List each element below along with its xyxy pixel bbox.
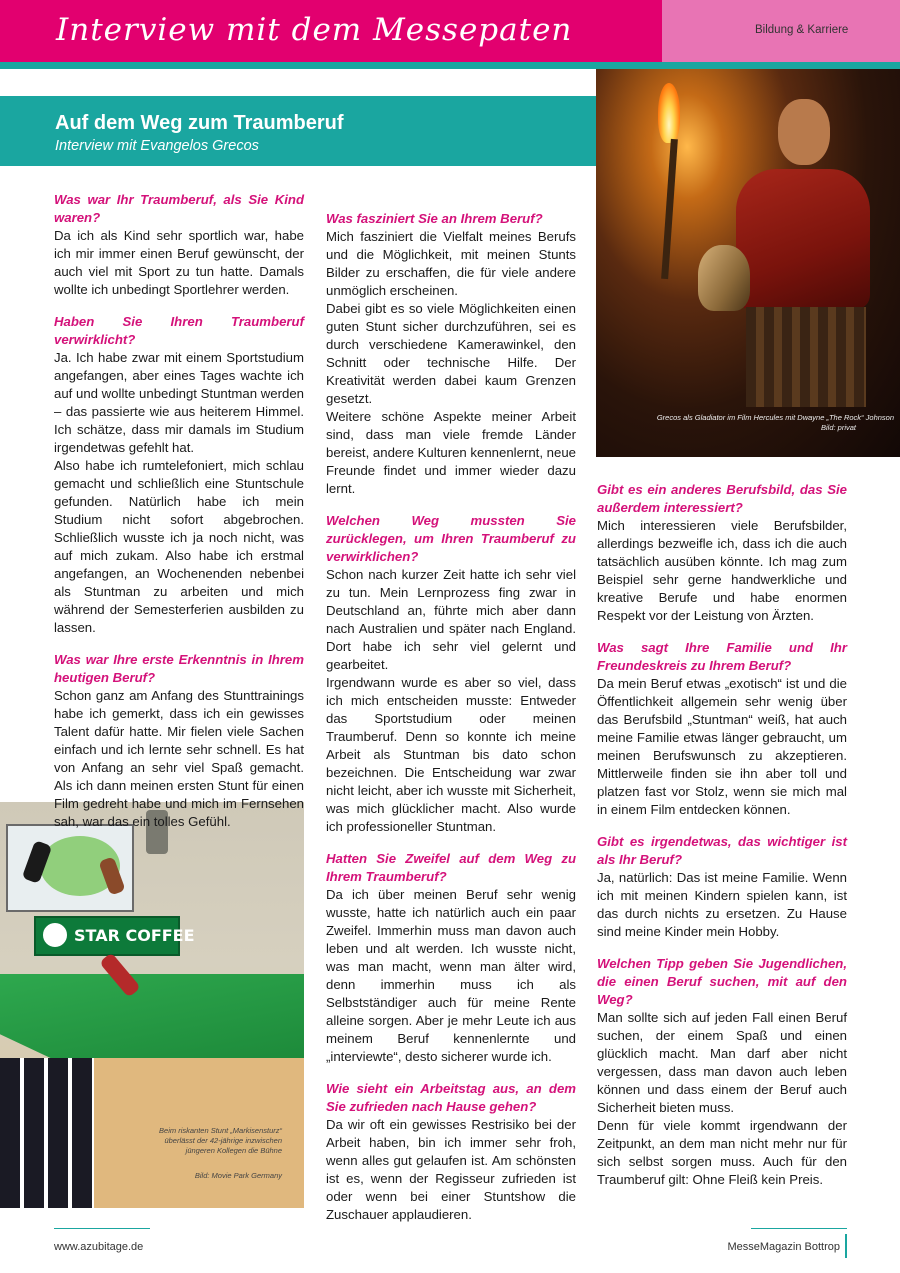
gladiator-head bbox=[778, 99, 830, 165]
answer: Da ich als Kind sehr sportlich war, habe ich mir immer einen Beruf gewünscht, der auch viel mit Sport zu tun hatte. Damals wollte ich unbedingt Sportlehrer werden. bbox=[54, 228, 304, 297]
stunt-caption-line-3: jüngeren Kollegen die Bühne bbox=[185, 1146, 282, 1155]
coffee-logo-icon bbox=[40, 920, 70, 950]
torch-stick bbox=[661, 139, 678, 279]
answer: Da ich über meinen Beruf sehr wenig wusste, hatte ich natürlich auch ein paar Zweifel. Immerhin muss man davon auch leben und alt werden. Ich wusste nicht, was man macht, wenn man älter wird, denn immerhin muss ich als Selbstständiger auch für meine Rente alleine sorgen. Aber je mehr Leute ich aus meinem Beruf kennenlernte und „interviewte“, desto sicherer wurde ich. bbox=[326, 887, 576, 1064]
stunt-credit: Bild: Movie Park Germany bbox=[194, 1171, 282, 1180]
footer-publication: MesseMagazin Bottrop bbox=[727, 1241, 840, 1253]
question: Wie sieht ein Arbeitstag aus, an dem Sie zufrieden nach Hause gehen? bbox=[326, 1081, 576, 1114]
answer: Mich fasziniert die Vielfalt meines Berufs und die Möglichkeit, mit meinen Stunts Bilder zu erschaffen, die für viele andere unmöglich erscheinen. bbox=[326, 229, 576, 298]
question: Gibt es irgendetwas, das wichtiger ist als Ihr Beruf? bbox=[597, 834, 847, 867]
answer: Man sollte sich auf jeden Fall einen Beruf suchen, der einem Spaß und einen glücklich macht. Man darf aber nicht vergessen, dass man davon auch leben können und dass einem der Beruf auch Sicherheit bieten muss. bbox=[597, 1010, 847, 1115]
answer: Denn für viele kommt irgendwann der Zeitpunkt, an dem man nicht mehr nur für sich selbst sorgen muss. Auch für den Traumberuf gilt: Ohne Fleiß kein Preis. bbox=[597, 1118, 847, 1187]
question: Gibt es ein anderes Berufsbild, das Sie außerdem interessiert? bbox=[597, 482, 847, 515]
answer: Weitere schöne Aspekte meiner Arbeit sind, dass man viele fremde Länder bereist, andere Kulturen kennenlernt, neue Freunde findet und immer wieder dazu lernt. bbox=[326, 409, 577, 496]
answer: Ja. Ich habe zwar mit einem Sportstudium angefangen, aber eines Tages wachte ich auf und wollte unbedingt Stuntman werden – das passierte wie aus heiterem Himmel. Ich schätze, dass mir damals im Studium irgendetwas gefehlt hat. bbox=[54, 350, 305, 455]
column-1 bbox=[54, 191, 304, 831]
gladiator-credit: Bild: privat bbox=[820, 423, 856, 432]
armor bbox=[736, 169, 870, 309]
question: Was war Ihr Traumberuf, als Sie Kind waren? bbox=[54, 192, 304, 225]
green-awning bbox=[0, 974, 304, 1060]
section-category: Bildung & Karriere bbox=[755, 24, 849, 36]
question: Welchen Tipp geben Sie Jugendlichen, die einen Beruf suchen, mit auf den Weg? bbox=[597, 956, 847, 1007]
gladiator-photo bbox=[596, 69, 900, 457]
article-title: Auf dem Weg zum Traumberuf bbox=[55, 112, 344, 134]
column-2 bbox=[326, 210, 576, 1224]
shop-windows bbox=[0, 1058, 94, 1208]
answer: Da mein Beruf etwas „exotisch“ ist und die Öffentlichkeit allgemein sehr wenig über das Berufsbild „Stuntman“ weiß, hat auch meine Familie etwas länger gebraucht, um meinen Berufswunsch zu akzeptieren. Mittlerweile finden sie ihn aber toll und platzen fast vor Stolz, wenn sie mich mal in einem Film entdecken können. bbox=[597, 676, 847, 817]
stunt-caption-line-2: überlässt der 42-jährige inzwischen bbox=[164, 1136, 282, 1145]
answer: Schon ganz am Anfang des Stunttrainings habe ich gemerkt, dass ich ein gewisses Talent dafür hatte. Mir fielen viele Sachen einfach und ich lernte sehr schnell. Es hat von Anfang an sehr viel Spaß gemacht. Als ich dann meinen ersten Stunt für einen Film gedreht habe und mich im Fernsehen sah, war das ein tolles Gefühl. bbox=[54, 688, 304, 829]
answer: Da wir oft ein gewisses Restrisiko bei der Arbeit haben, bin ich immer sehr froh, wenn alles gut gelaufen ist. Am schönsten ist es, wenn der Regisseur zufrieden ist oder wenn bei einer Stuntshow die Zuschauer applaudieren. bbox=[326, 1117, 576, 1222]
question: Was war Ihre erste Erkenntnis in Ihrem heutigen Beruf? bbox=[54, 652, 304, 685]
page-header-title: Interview mit dem Messepaten bbox=[56, 12, 573, 48]
footer-bar bbox=[845, 1234, 847, 1258]
question: Welchen Weg mussten Sie zurücklegen, um Ihren Traumberuf zu verwirklichen? bbox=[326, 513, 576, 564]
stunt-caption-line-1: Beim riskanten Stunt „Markisensturz“ bbox=[159, 1126, 282, 1135]
header-divider bbox=[0, 62, 900, 69]
footer-rule-right bbox=[751, 1228, 847, 1229]
coffee-sign-text: STAR COFFEE bbox=[74, 926, 195, 945]
answer: Schon nach kurzer Zeit hatte ich sehr viel zu tun. Mein Lernprozess fing zwar in Deutschland an, führte mich aber dann nach Australien und später nach England. Dort habe ich sehr viel gelernt und gearbeitet. bbox=[326, 567, 576, 672]
leather-skirt bbox=[746, 307, 866, 407]
answer: Dabei gibt es so viele Möglichkeiten einen guten Stunt sicher durchzuführen, sei es durch verschiedene Kamerawinkel, den Schnitt oder technische Hilfe. Der Kreativität werden dabei kaum Grenzen gesetzt. bbox=[326, 301, 576, 406]
article-subtitle: Interview mit Evangelos Grecos bbox=[55, 138, 259, 154]
question: Hatten Sie Zweifel auf dem Weg zu Ihrem Traumberuf? bbox=[326, 851, 576, 884]
question: Was sagt Ihre Familie und Ihr Freundeskreis zu Ihrem Beruf? bbox=[597, 640, 847, 673]
gladiator-caption: Grecos als Gladiator im Film Hercules mit Dwayne „The Rock“ Johnson bbox=[656, 413, 894, 422]
helmet bbox=[698, 245, 750, 311]
question: Was fasziniert Sie an Ihrem Beruf? bbox=[326, 211, 543, 226]
footer-url[interactable]: www.azubitage.de bbox=[54, 1241, 144, 1253]
answer: Ja, natürlich: Das ist meine Familie. Wenn ich mit meinen Kindern spielen kann, ist das durch nichts zu ersetzen. Zu Hause sind meine Kinder mein Hobby. bbox=[597, 870, 847, 939]
question: Haben Sie Ihren Traumberuf verwirklicht? bbox=[54, 314, 304, 347]
answer: Irgendwann wurde es aber so viel, dass ich mich entscheiden musste: Entweder das Sportstudium oder meinen Traumberuf. Denn so konnte ich meine Arbeit als Stuntman bis dato schon bezeichnen. Die Entscheidung war zwar nicht leicht, aber ich wusste mit Sicherheit, was mich glücklicher macht. Also wurde ich professioneller Stuntman. bbox=[326, 675, 576, 834]
footer-rule-left bbox=[54, 1228, 150, 1229]
answer: Mich interessieren viele Berufsbilder, allerdings bezweifle ich, dass ich die auch tatsächlich ausüben könnte. Ich mag zum Beispiel sehr gerne handwerkliche und kreative Berufe und habe enormen Respekt vor der Leistung von Ärzten. bbox=[597, 518, 847, 623]
column-3 bbox=[597, 481, 847, 1189]
torch-flame bbox=[658, 83, 680, 143]
answer: Also habe ich rumtelefoniert, mich schlau gemacht und schließlich eine Stuntschule gefunden. Natürlich habe ich mein Studium nicht sofort abgebrochen. Schließlich wusste ich ja noch nicht, was auf mich zukam. Also habe ich erstmal angefangen, an Wochenenden nebenbei als Stuntman zu arbeiten und mich während der Semesterferien ausbilden zu lassen. bbox=[54, 458, 304, 635]
